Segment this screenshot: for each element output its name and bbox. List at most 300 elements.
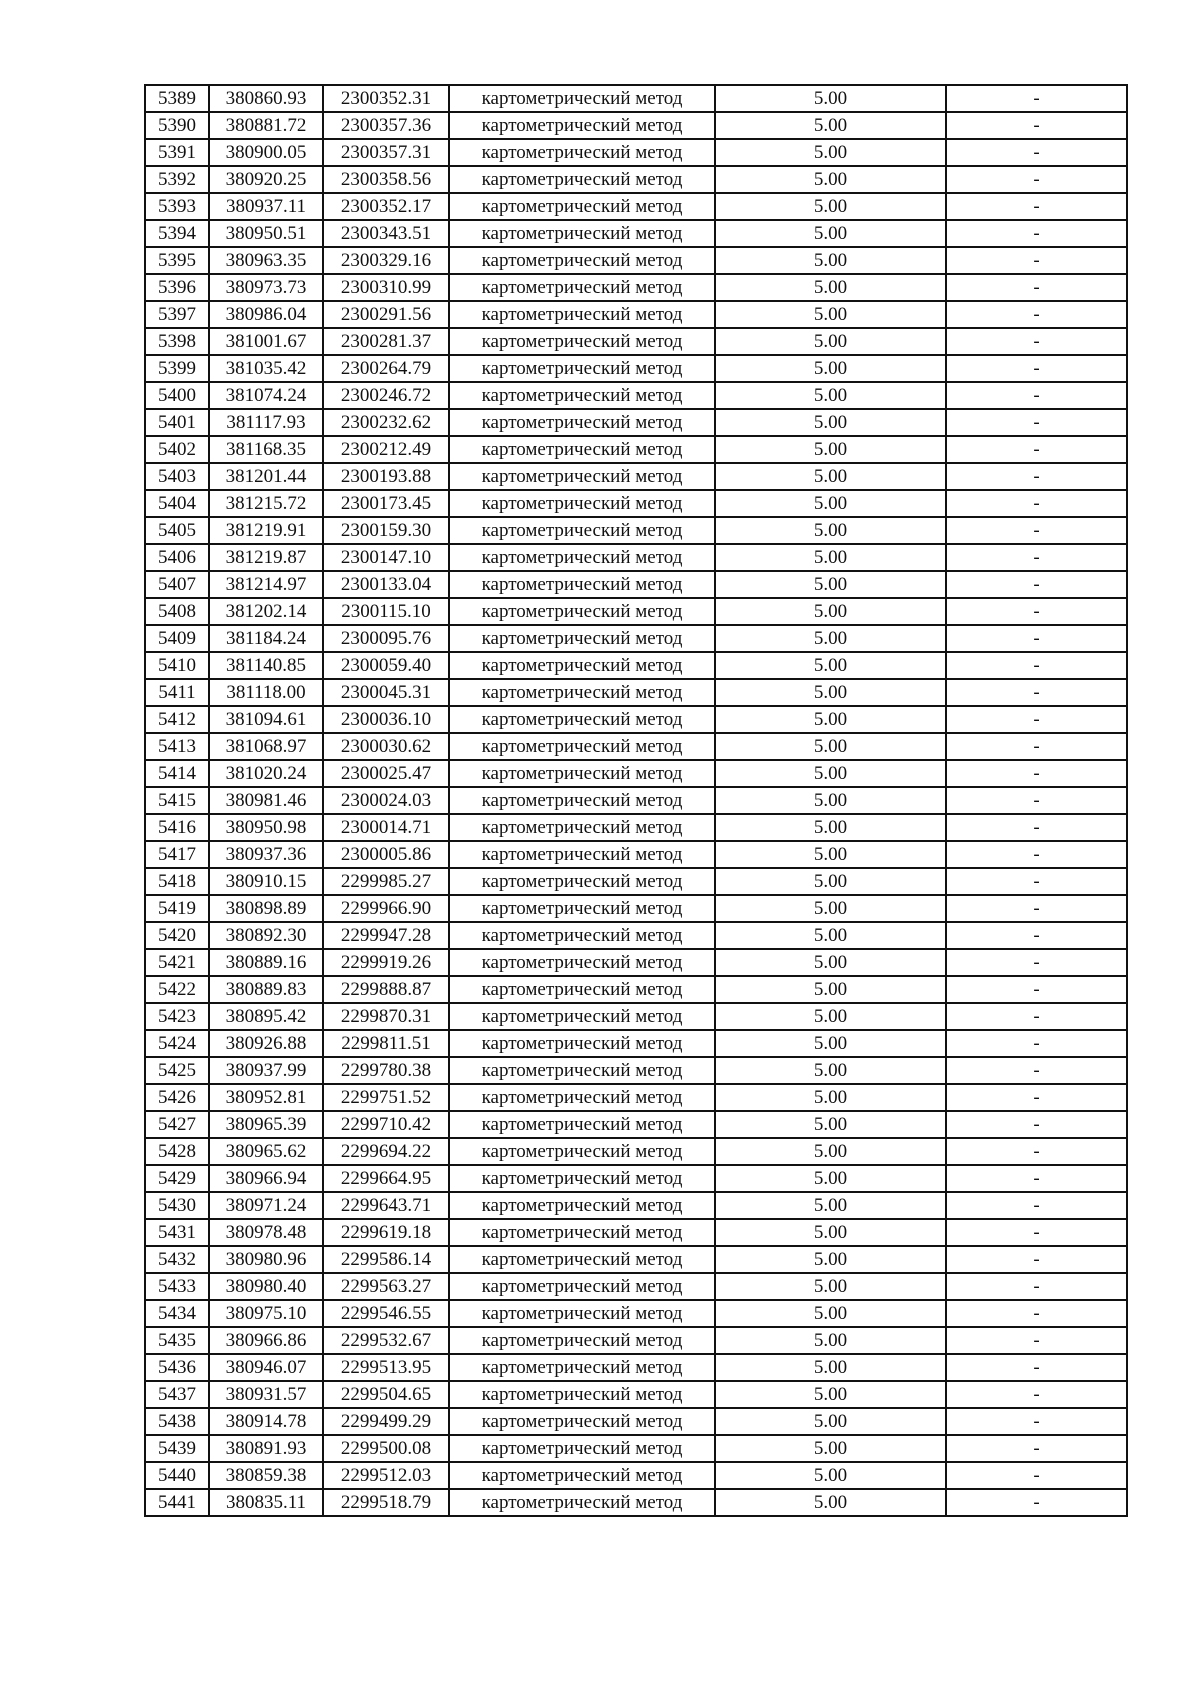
accuracy-cell: 5.00 (715, 733, 946, 760)
x-coordinate-cell: 380889.16 (209, 949, 323, 976)
description-cell: - (946, 814, 1127, 841)
y-coordinate-cell: 2299947.28 (323, 922, 449, 949)
table-row (145, 247, 1127, 274)
description-cell: - (946, 220, 1127, 247)
y-coordinate-cell: 2299643.71 (323, 1192, 449, 1219)
y-coordinate-cell: 2300358.56 (323, 166, 449, 193)
y-coordinate-cell: 2299500.08 (323, 1435, 449, 1462)
point-number-cell: 5399 (145, 355, 209, 382)
point-number-cell: 5419 (145, 895, 209, 922)
method-cell: картометрический метод (449, 1003, 715, 1030)
table-row (145, 382, 1127, 409)
description-cell: - (946, 274, 1127, 301)
point-number-cell: 5402 (145, 436, 209, 463)
description-cell: - (946, 1084, 1127, 1111)
method-cell: картометрический метод (449, 787, 715, 814)
point-number-cell: 5423 (145, 1003, 209, 1030)
accuracy-cell: 5.00 (715, 1408, 946, 1435)
accuracy-cell: 5.00 (715, 706, 946, 733)
table-row (145, 1435, 1127, 1462)
x-coordinate-cell: 380926.88 (209, 1030, 323, 1057)
accuracy-cell: 5.00 (715, 1030, 946, 1057)
accuracy-cell: 5.00 (715, 652, 946, 679)
method-cell: картометрический метод (449, 1219, 715, 1246)
x-coordinate-cell: 381001.67 (209, 328, 323, 355)
point-number-cell: 5411 (145, 679, 209, 706)
description-cell: - (946, 1057, 1127, 1084)
method-cell: картометрический метод (449, 328, 715, 355)
point-number-cell: 5437 (145, 1381, 209, 1408)
y-coordinate-cell: 2300352.31 (323, 85, 449, 112)
table-row (145, 1003, 1127, 1030)
description-cell: - (946, 625, 1127, 652)
x-coordinate-cell: 380986.04 (209, 301, 323, 328)
table-row (145, 1381, 1127, 1408)
x-coordinate-cell: 380937.36 (209, 841, 323, 868)
table-row (145, 814, 1127, 841)
x-coordinate-cell: 380971.24 (209, 1192, 323, 1219)
point-number-cell: 5433 (145, 1273, 209, 1300)
description-cell: - (946, 463, 1127, 490)
accuracy-cell: 5.00 (715, 571, 946, 598)
description-cell: - (946, 922, 1127, 949)
y-coordinate-cell: 2299619.18 (323, 1219, 449, 1246)
description-cell: - (946, 382, 1127, 409)
accuracy-cell: 5.00 (715, 112, 946, 139)
point-number-cell: 5397 (145, 301, 209, 328)
coordinates-table (144, 84, 1128, 1517)
x-coordinate-cell: 380966.86 (209, 1327, 323, 1354)
method-cell: картометрический метод (449, 733, 715, 760)
description-cell: - (946, 1354, 1127, 1381)
x-coordinate-cell: 380952.81 (209, 1084, 323, 1111)
accuracy-cell: 5.00 (715, 1165, 946, 1192)
accuracy-cell: 5.00 (715, 1111, 946, 1138)
method-cell: картометрический метод (449, 1030, 715, 1057)
y-coordinate-cell: 2299811.51 (323, 1030, 449, 1057)
y-coordinate-cell: 2300352.17 (323, 193, 449, 220)
point-number-cell: 5398 (145, 328, 209, 355)
point-number-cell: 5428 (145, 1138, 209, 1165)
method-cell: картометрический метод (449, 382, 715, 409)
point-number-cell: 5395 (145, 247, 209, 274)
description-cell: - (946, 976, 1127, 1003)
x-coordinate-cell: 380889.83 (209, 976, 323, 1003)
description-cell: - (946, 1246, 1127, 1273)
x-coordinate-cell: 381074.24 (209, 382, 323, 409)
x-coordinate-cell: 380881.72 (209, 112, 323, 139)
y-coordinate-cell: 2300115.10 (323, 598, 449, 625)
method-cell: картометрический метод (449, 436, 715, 463)
y-coordinate-cell: 2300059.40 (323, 652, 449, 679)
method-cell: картометрический метод (449, 1462, 715, 1489)
method-cell: картометрический метод (449, 1192, 715, 1219)
accuracy-cell: 5.00 (715, 382, 946, 409)
description-cell: - (946, 733, 1127, 760)
description-cell: - (946, 166, 1127, 193)
point-number-cell: 5417 (145, 841, 209, 868)
y-coordinate-cell: 2300264.79 (323, 355, 449, 382)
description-cell: - (946, 328, 1127, 355)
accuracy-cell: 5.00 (715, 1246, 946, 1273)
y-coordinate-cell: 2299546.55 (323, 1300, 449, 1327)
point-number-cell: 5393 (145, 193, 209, 220)
description-cell: - (946, 1435, 1127, 1462)
x-coordinate-cell: 380950.51 (209, 220, 323, 247)
table-row (145, 193, 1127, 220)
point-number-cell: 5434 (145, 1300, 209, 1327)
x-coordinate-cell: 380920.25 (209, 166, 323, 193)
point-number-cell: 5430 (145, 1192, 209, 1219)
coordinates-table-body (145, 85, 1127, 1516)
y-coordinate-cell: 2299870.31 (323, 1003, 449, 1030)
table-row (145, 166, 1127, 193)
accuracy-cell: 5.00 (715, 301, 946, 328)
x-coordinate-cell: 380981.46 (209, 787, 323, 814)
table-row (145, 949, 1127, 976)
point-number-cell: 5391 (145, 139, 209, 166)
point-number-cell: 5403 (145, 463, 209, 490)
table-row (145, 1057, 1127, 1084)
accuracy-cell: 5.00 (715, 1435, 946, 1462)
method-cell: картометрический метод (449, 1408, 715, 1435)
y-coordinate-cell: 2299664.95 (323, 1165, 449, 1192)
y-coordinate-cell: 2300025.47 (323, 760, 449, 787)
y-coordinate-cell: 2300193.88 (323, 463, 449, 490)
y-coordinate-cell: 2300133.04 (323, 571, 449, 598)
y-coordinate-cell: 2299919.26 (323, 949, 449, 976)
x-coordinate-cell: 380860.93 (209, 85, 323, 112)
x-coordinate-cell: 381140.85 (209, 652, 323, 679)
method-cell: картометрический метод (449, 976, 715, 1003)
description-cell: - (946, 895, 1127, 922)
description-cell: - (946, 868, 1127, 895)
accuracy-cell: 5.00 (715, 1462, 946, 1489)
description-cell: - (946, 1300, 1127, 1327)
point-number-cell: 5412 (145, 706, 209, 733)
accuracy-cell: 5.00 (715, 841, 946, 868)
table-row (145, 139, 1127, 166)
accuracy-cell: 5.00 (715, 1489, 946, 1516)
method-cell: картометрический метод (449, 841, 715, 868)
table-row (145, 706, 1127, 733)
y-coordinate-cell: 2300173.45 (323, 490, 449, 517)
description-cell: - (946, 409, 1127, 436)
point-number-cell: 5407 (145, 571, 209, 598)
accuracy-cell: 5.00 (715, 1219, 946, 1246)
description-cell: - (946, 436, 1127, 463)
x-coordinate-cell: 381214.97 (209, 571, 323, 598)
table-row (145, 220, 1127, 247)
accuracy-cell: 5.00 (715, 1057, 946, 1084)
method-cell: картометрический метод (449, 274, 715, 301)
method-cell: картометрический метод (449, 760, 715, 787)
table-row (145, 1030, 1127, 1057)
table-row (145, 652, 1127, 679)
accuracy-cell: 5.00 (715, 139, 946, 166)
accuracy-cell: 5.00 (715, 976, 946, 1003)
x-coordinate-cell: 381184.24 (209, 625, 323, 652)
description-cell: - (946, 1003, 1127, 1030)
table-row (145, 85, 1127, 112)
table-row (145, 976, 1127, 1003)
x-coordinate-cell: 381035.42 (209, 355, 323, 382)
y-coordinate-cell: 2300291.56 (323, 301, 449, 328)
y-coordinate-cell: 2300014.71 (323, 814, 449, 841)
method-cell: картометрический метод (449, 301, 715, 328)
point-number-cell: 5420 (145, 922, 209, 949)
table-row (145, 490, 1127, 517)
description-cell: - (946, 760, 1127, 787)
y-coordinate-cell: 2300357.36 (323, 112, 449, 139)
y-coordinate-cell: 2299513.95 (323, 1354, 449, 1381)
accuracy-cell: 5.00 (715, 868, 946, 895)
point-number-cell: 5410 (145, 652, 209, 679)
point-number-cell: 5429 (145, 1165, 209, 1192)
description-cell: - (946, 1219, 1127, 1246)
description-cell: - (946, 1192, 1127, 1219)
y-coordinate-cell: 2299532.67 (323, 1327, 449, 1354)
point-number-cell: 5416 (145, 814, 209, 841)
point-number-cell: 5404 (145, 490, 209, 517)
x-coordinate-cell: 380859.38 (209, 1462, 323, 1489)
point-number-cell: 5426 (145, 1084, 209, 1111)
accuracy-cell: 5.00 (715, 814, 946, 841)
point-number-cell: 5432 (145, 1246, 209, 1273)
table-row (145, 436, 1127, 463)
y-coordinate-cell: 2300357.31 (323, 139, 449, 166)
accuracy-cell: 5.00 (715, 355, 946, 382)
accuracy-cell: 5.00 (715, 517, 946, 544)
point-number-cell: 5414 (145, 760, 209, 787)
y-coordinate-cell: 2300329.16 (323, 247, 449, 274)
x-coordinate-cell: 381068.97 (209, 733, 323, 760)
method-cell: картометрический метод (449, 544, 715, 571)
table-row (145, 112, 1127, 139)
table-row (145, 1354, 1127, 1381)
method-cell: картометрический метод (449, 112, 715, 139)
table-row (145, 1138, 1127, 1165)
description-cell: - (946, 1030, 1127, 1057)
description-cell: - (946, 247, 1127, 274)
method-cell: картометрический метод (449, 85, 715, 112)
x-coordinate-cell: 381219.91 (209, 517, 323, 544)
table-row (145, 895, 1127, 922)
method-cell: картометрический метод (449, 571, 715, 598)
point-number-cell: 5389 (145, 85, 209, 112)
table-row (145, 1246, 1127, 1273)
x-coordinate-cell: 380910.15 (209, 868, 323, 895)
y-coordinate-cell: 2300232.62 (323, 409, 449, 436)
table-row (145, 1273, 1127, 1300)
x-coordinate-cell: 380898.89 (209, 895, 323, 922)
y-coordinate-cell: 2300024.03 (323, 787, 449, 814)
table-row (145, 571, 1127, 598)
table-row (145, 517, 1127, 544)
point-number-cell: 5431 (145, 1219, 209, 1246)
accuracy-cell: 5.00 (715, 436, 946, 463)
accuracy-cell: 5.00 (715, 1084, 946, 1111)
x-coordinate-cell: 381168.35 (209, 436, 323, 463)
table-row (145, 625, 1127, 652)
accuracy-cell: 5.00 (715, 760, 946, 787)
description-cell: - (946, 1462, 1127, 1489)
method-cell: картометрический метод (449, 1300, 715, 1327)
x-coordinate-cell: 380931.57 (209, 1381, 323, 1408)
y-coordinate-cell: 2300005.86 (323, 841, 449, 868)
accuracy-cell: 5.00 (715, 625, 946, 652)
method-cell: картометрический метод (449, 1111, 715, 1138)
y-coordinate-cell: 2299966.90 (323, 895, 449, 922)
method-cell: картометрический метод (449, 1246, 715, 1273)
x-coordinate-cell: 380965.62 (209, 1138, 323, 1165)
description-cell: - (946, 949, 1127, 976)
y-coordinate-cell: 2299518.79 (323, 1489, 449, 1516)
accuracy-cell: 5.00 (715, 598, 946, 625)
description-cell: - (946, 1489, 1127, 1516)
y-coordinate-cell: 2300036.10 (323, 706, 449, 733)
y-coordinate-cell: 2299780.38 (323, 1057, 449, 1084)
method-cell: картометрический метод (449, 1435, 715, 1462)
table-row (145, 1462, 1127, 1489)
description-cell: - (946, 571, 1127, 598)
method-cell: картометрический метод (449, 490, 715, 517)
method-cell: картометрический метод (449, 517, 715, 544)
x-coordinate-cell: 380937.99 (209, 1057, 323, 1084)
point-number-cell: 5421 (145, 949, 209, 976)
description-cell: - (946, 1273, 1127, 1300)
point-number-cell: 5418 (145, 868, 209, 895)
x-coordinate-cell: 380835.11 (209, 1489, 323, 1516)
method-cell: картометрический метод (449, 652, 715, 679)
method-cell: картометрический метод (449, 1165, 715, 1192)
y-coordinate-cell: 2300159.30 (323, 517, 449, 544)
x-coordinate-cell: 381118.00 (209, 679, 323, 706)
table-row (145, 1408, 1127, 1435)
method-cell: картометрический метод (449, 1084, 715, 1111)
table-row (145, 409, 1127, 436)
description-cell: - (946, 1381, 1127, 1408)
method-cell: картометрический метод (449, 1138, 715, 1165)
table-row (145, 1192, 1127, 1219)
y-coordinate-cell: 2300281.37 (323, 328, 449, 355)
point-number-cell: 5440 (145, 1462, 209, 1489)
accuracy-cell: 5.00 (715, 1354, 946, 1381)
method-cell: картометрический метод (449, 409, 715, 436)
y-coordinate-cell: 2299563.27 (323, 1273, 449, 1300)
accuracy-cell: 5.00 (715, 220, 946, 247)
accuracy-cell: 5.00 (715, 895, 946, 922)
accuracy-cell: 5.00 (715, 85, 946, 112)
table-row (145, 1084, 1127, 1111)
table-row (145, 841, 1127, 868)
description-cell: - (946, 679, 1127, 706)
point-number-cell: 5427 (145, 1111, 209, 1138)
description-cell: - (946, 193, 1127, 220)
y-coordinate-cell: 2299751.52 (323, 1084, 449, 1111)
method-cell: картометрический метод (449, 1327, 715, 1354)
y-coordinate-cell: 2299586.14 (323, 1246, 449, 1273)
x-coordinate-cell: 381202.14 (209, 598, 323, 625)
description-cell: - (946, 598, 1127, 625)
point-number-cell: 5413 (145, 733, 209, 760)
description-cell: - (946, 1327, 1127, 1354)
description-cell: - (946, 787, 1127, 814)
x-coordinate-cell: 380892.30 (209, 922, 323, 949)
table-row (145, 544, 1127, 571)
accuracy-cell: 5.00 (715, 1327, 946, 1354)
table-row (145, 760, 1127, 787)
x-coordinate-cell: 380950.98 (209, 814, 323, 841)
y-coordinate-cell: 2300030.62 (323, 733, 449, 760)
table-row (145, 1300, 1127, 1327)
x-coordinate-cell: 381219.87 (209, 544, 323, 571)
accuracy-cell: 5.00 (715, 1273, 946, 1300)
table-row (145, 598, 1127, 625)
y-coordinate-cell: 2300310.99 (323, 274, 449, 301)
x-coordinate-cell: 381094.61 (209, 706, 323, 733)
point-number-cell: 5439 (145, 1435, 209, 1462)
method-cell: картометрический метод (449, 814, 715, 841)
description-cell: - (946, 85, 1127, 112)
accuracy-cell: 5.00 (715, 1192, 946, 1219)
x-coordinate-cell: 380900.05 (209, 139, 323, 166)
table-row (145, 1165, 1127, 1192)
method-cell: картометрический метод (449, 220, 715, 247)
table-row (145, 1219, 1127, 1246)
x-coordinate-cell: 380914.78 (209, 1408, 323, 1435)
x-coordinate-cell: 380965.39 (209, 1111, 323, 1138)
table-row (145, 355, 1127, 382)
method-cell: картометрический метод (449, 679, 715, 706)
x-coordinate-cell: 381215.72 (209, 490, 323, 517)
description-cell: - (946, 652, 1127, 679)
point-number-cell: 5405 (145, 517, 209, 544)
y-coordinate-cell: 2300212.49 (323, 436, 449, 463)
description-cell: - (946, 355, 1127, 382)
y-coordinate-cell: 2300246.72 (323, 382, 449, 409)
accuracy-cell: 5.00 (715, 409, 946, 436)
x-coordinate-cell: 381201.44 (209, 463, 323, 490)
point-number-cell: 5415 (145, 787, 209, 814)
point-number-cell: 5394 (145, 220, 209, 247)
accuracy-cell: 5.00 (715, 544, 946, 571)
accuracy-cell: 5.00 (715, 193, 946, 220)
x-coordinate-cell: 380946.07 (209, 1354, 323, 1381)
x-coordinate-cell: 380891.93 (209, 1435, 323, 1462)
table-row (145, 463, 1127, 490)
accuracy-cell: 5.00 (715, 274, 946, 301)
accuracy-cell: 5.00 (715, 1003, 946, 1030)
description-cell: - (946, 301, 1127, 328)
point-number-cell: 5400 (145, 382, 209, 409)
method-cell: картометрический метод (449, 922, 715, 949)
description-cell: - (946, 841, 1127, 868)
point-number-cell: 5435 (145, 1327, 209, 1354)
table-row (145, 733, 1127, 760)
accuracy-cell: 5.00 (715, 1381, 946, 1408)
description-cell: - (946, 1165, 1127, 1192)
x-coordinate-cell: 380980.40 (209, 1273, 323, 1300)
table-row (145, 787, 1127, 814)
x-coordinate-cell: 381020.24 (209, 760, 323, 787)
point-number-cell: 5424 (145, 1030, 209, 1057)
method-cell: картометрический метод (449, 247, 715, 274)
y-coordinate-cell: 2299694.22 (323, 1138, 449, 1165)
x-coordinate-cell: 381117.93 (209, 409, 323, 436)
y-coordinate-cell: 2299710.42 (323, 1111, 449, 1138)
accuracy-cell: 5.00 (715, 1138, 946, 1165)
